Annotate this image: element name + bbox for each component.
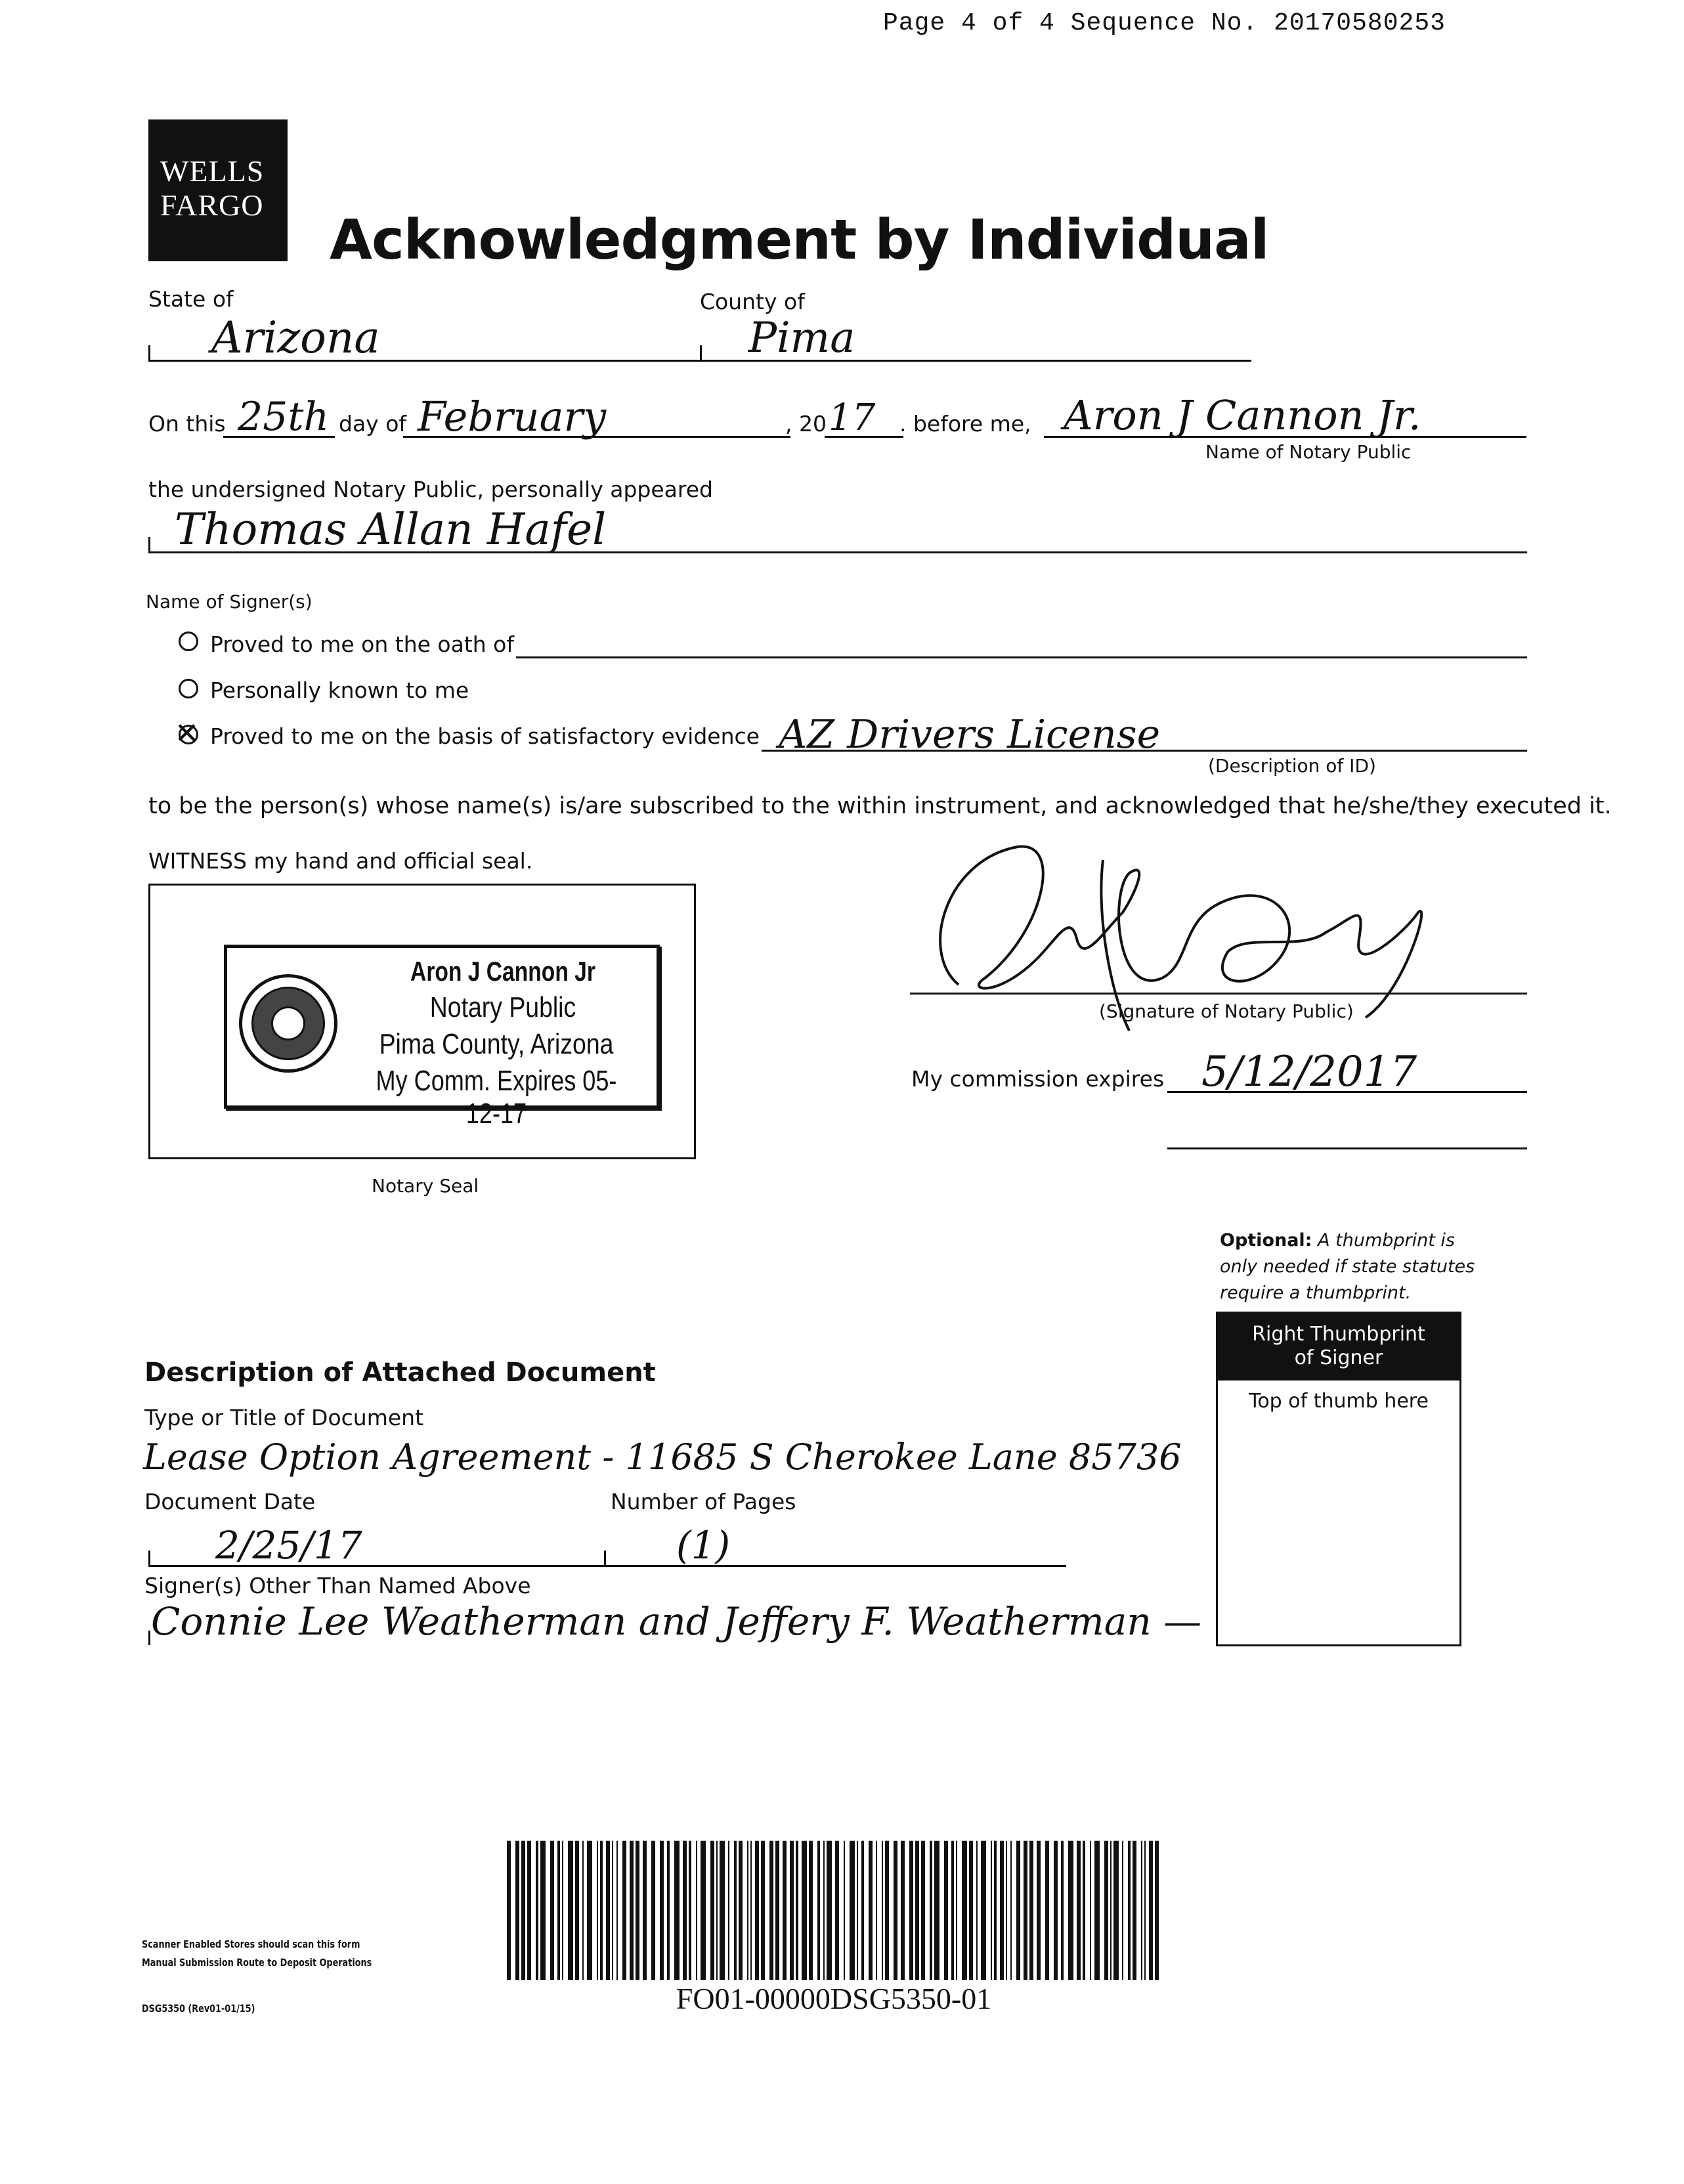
barcode-bar [1090,1841,1091,1980]
before-me-label: . before me, [899,411,1031,437]
barcode-bar [921,1841,925,1980]
barcode-bar [660,1841,664,1980]
signature-line [910,993,1527,995]
barcode-bar [1000,1841,1004,1980]
barcode-bar [882,1841,883,1980]
signer-value: Thomas Allan Hafel [175,504,607,555]
barcode-bar [981,1841,986,1980]
barcode-bar [612,1841,613,1980]
stamp-line-2: Notary Public [429,991,576,1023]
barcode-bar [651,1841,655,1980]
barcode-bar [527,1841,531,1980]
optional-line-3: require a thumbprint. [1220,1283,1412,1303]
barcode-bar [1006,1841,1007,1980]
state-value: Arizona [211,312,380,363]
barcode-bar [1068,1841,1073,1980]
barcode-bar [1122,1841,1123,1980]
wells-fargo-logo [148,119,288,261]
thumbprint-box [1216,1312,1461,1646]
logo-line-2: FARGO [160,188,264,222]
barcode-bar [1016,1841,1020,1980]
barcode-bar [1113,1841,1119,1980]
barcode-bar [755,1841,759,1980]
known-option-label: Personally known to me [210,677,469,703]
barcode-bar [582,1841,584,1980]
barcode-bar [557,1841,560,1980]
barcode-bar [1144,1841,1146,1980]
evidence-value: AZ Drivers License [779,712,1161,758]
scanner-line-1: Scanner Enabled Stores should scan this form [142,1938,360,1950]
notary-name-label: Name of Notary Public [1205,441,1412,463]
barcode-bar [600,1841,603,1980]
barcode-bar [636,1841,639,1980]
thumbprint-title-1: Right Thumbprint [1252,1323,1425,1346]
barcode-bar [1149,1841,1153,1980]
witness-text: WITNESS my hand and official seal. [148,848,533,874]
barcode-bar [844,1841,845,1980]
barcode-bar [521,1841,525,1980]
county-label: County of [700,289,805,314]
month-value: February [418,393,607,440]
barcode-bar [823,1841,825,1980]
oath-radio[interactable] [179,632,198,651]
barcode-bar [796,1841,798,1980]
barcode-bar [790,1841,794,1980]
barcode-bar [606,1841,610,1980]
optional-bold: Optional: [1220,1230,1312,1251]
barcode [507,1841,1161,1980]
barcode-bar [630,1841,634,1980]
form-title: Acknowledgment by Individual [330,207,1269,272]
pages-label: Number of Pages [611,1489,796,1514]
evidence-check-mark: ✕ [175,717,199,750]
appeared-text: the undersigned Notary Public, personally appeared [148,477,713,502]
signature-label: (Signature of Notary Public) [1099,1000,1354,1022]
barcode-bar [728,1841,729,1980]
notary-signature [906,834,1471,1070]
barcode-bar [962,1841,967,1980]
barcode-bar [994,1841,997,1980]
thumbprint-header [1218,1314,1459,1381]
day-value: 25th [238,394,330,440]
barcode-bar [734,1841,737,1980]
barcode-bar [622,1841,626,1980]
subscribed-text: to be the person(s) whose name(s) is/are subscribed to the within instrument, and acknowledged that he/she/they executed it. [148,793,1612,819]
commission-label: My commission expires [911,1066,1165,1092]
barcode-bar [956,1841,957,1980]
thumbprint-title-2: of Signer [1294,1346,1383,1369]
barcode-bar [1155,1841,1159,1980]
barcode-bar [562,1841,563,1980]
barcode-bar [817,1841,820,1980]
barcode-bar [1054,1841,1058,1980]
barcode-bar [568,1841,573,1980]
barcode-bar [861,1841,864,1980]
barcode-bar [696,1841,697,1980]
barcode-bar [550,1841,554,1980]
state-seal-icon [239,974,337,1073]
barcode-bar [597,1841,598,1980]
barcode-bar [1029,1841,1033,1980]
barcode-bar [1061,1841,1064,1980]
barcode-bar [850,1841,855,1980]
barcode-bar [507,1841,511,1980]
date-value: 2/25/17 [215,1523,362,1568]
scanner-note [142,1935,372,1972]
year-prefix: , 20 [785,411,827,437]
pages-value: (1) [676,1523,731,1568]
known-radio[interactable] [179,679,198,698]
barcode-bar [1133,1841,1136,1980]
barcode-bar [783,1841,787,1980]
barcode-bar [915,1841,919,1980]
barcode-bar [869,1841,873,1980]
barcode-bar [540,1841,546,1980]
notary-seal-box [148,884,696,1159]
barcode-bar [674,1841,680,1980]
barcode-bar [720,1841,725,1980]
barcode-bar [894,1841,897,1980]
top-of-thumb-text: Top of thumb here [1249,1390,1429,1413]
thumbprint-note [1220,1228,1475,1306]
type-value: Lease Option Agreement - 11685 S Cherokee Lane 85736 [143,1436,1182,1478]
optional-line-2: only needed if state statutes [1220,1256,1475,1277]
barcode-bar [775,1841,779,1980]
barcode-bar [876,1841,877,1980]
barcode-bar [710,1841,714,1980]
stamp-line-1: Aron J Cannon Jr [410,956,595,987]
evidence-option-label: Proved to me on the basis of satisfactory evidence [210,723,760,749]
barcode-bar [857,1841,858,1980]
barcode-bar [1094,1841,1100,1980]
barcode-bar [976,1841,978,1980]
other-signers-value: Connie Lee Weatherman and Jeffery F. Weatherman — [151,1599,1202,1644]
barcode-bar [951,1841,954,1980]
barcode-bar [827,1841,832,1980]
barcode-bar [643,1841,647,1980]
evidence-label: (Description of ID) [1208,755,1376,777]
barcode-bar [1141,1841,1142,1980]
barcode-bar [769,1841,773,1980]
barcode-bar [536,1841,538,1980]
form-code: DSG5350 (Rev01-01/15) [142,2002,255,2015]
notary-name-value: Aron J Cannon Jr. [1064,391,1421,439]
barcode-bar [1037,1841,1041,1980]
other-signers-label: Signer(s) Other Than Named Above [144,1573,531,1598]
barcode-bar [575,1841,579,1980]
barcode-bar [667,1841,670,1980]
signer-label: Name of Signer(s) [146,591,313,612]
notary-seal-label: Notary Seal [372,1175,479,1197]
barcode-bar [587,1841,592,1980]
barcode-bar [1128,1841,1131,1980]
barcode-bar [885,1841,889,1980]
on-this-label: On this [148,411,226,437]
barcode-bar [761,1841,765,1980]
notary-stamp [224,945,660,1130]
stamp-line-3: Pima County, Arizona [379,1028,614,1060]
barcode-bar [683,1841,687,1980]
logo-line-1: WELLS [160,154,265,188]
barcode-bar [909,1841,913,1980]
type-label: Type or Title of Document [144,1405,424,1430]
state-label: State of [148,286,234,312]
barcode-text: FO01-00000DSG5350-01 [676,1982,992,2015]
barcode-bar [747,1841,748,1980]
barcode-bar [835,1841,839,1980]
barcode-bar [750,1841,752,1980]
barcode-bar [1110,1841,1112,1980]
barcode-bar [969,1841,973,1980]
barcode-bar [944,1841,948,1980]
year-value: 17 [829,396,876,439]
barcode-bar [901,1841,905,1980]
oath-option-label: Proved to me on the oath of [210,632,514,657]
barcode-bar [1104,1841,1108,1980]
barcode-bar [739,1841,743,1980]
barcode-bar [701,1841,706,1980]
barcode-bar [616,1841,618,1980]
optional-line-1: A thumbprint is [1318,1230,1455,1251]
county-value: Pima [748,314,855,362]
barcode-bar [809,1841,813,1980]
commission-value: 5/12/2017 [1201,1048,1417,1096]
barcode-bar [1024,1841,1027,1980]
stamp-line-4: My Comm. Expires 05-12-17 [376,1065,617,1130]
barcode-bar [991,1841,992,1980]
barcode-bar [1077,1841,1081,1980]
barcode-bar [930,1841,932,1980]
barcode-bar [716,1841,718,1980]
day-of-label: day of [339,411,406,437]
barcode-bar [934,1841,939,1980]
barcode-bar [1045,1841,1049,1980]
barcode-bar [515,1841,519,1980]
date-label: Document Date [144,1489,316,1514]
barcode-bar [689,1841,691,1980]
barcode-bar [1010,1841,1012,1980]
barcode-bar [802,1841,807,1980]
page-sequence: Page 4 of 4 Sequence No. 20170580253 [883,9,1446,37]
attached-heading: Description of Attached Document [144,1358,656,1388]
barcode-bar [1083,1841,1085,1980]
scanner-line-2: Manual Submission Route to Deposit Operations [142,1956,372,1969]
